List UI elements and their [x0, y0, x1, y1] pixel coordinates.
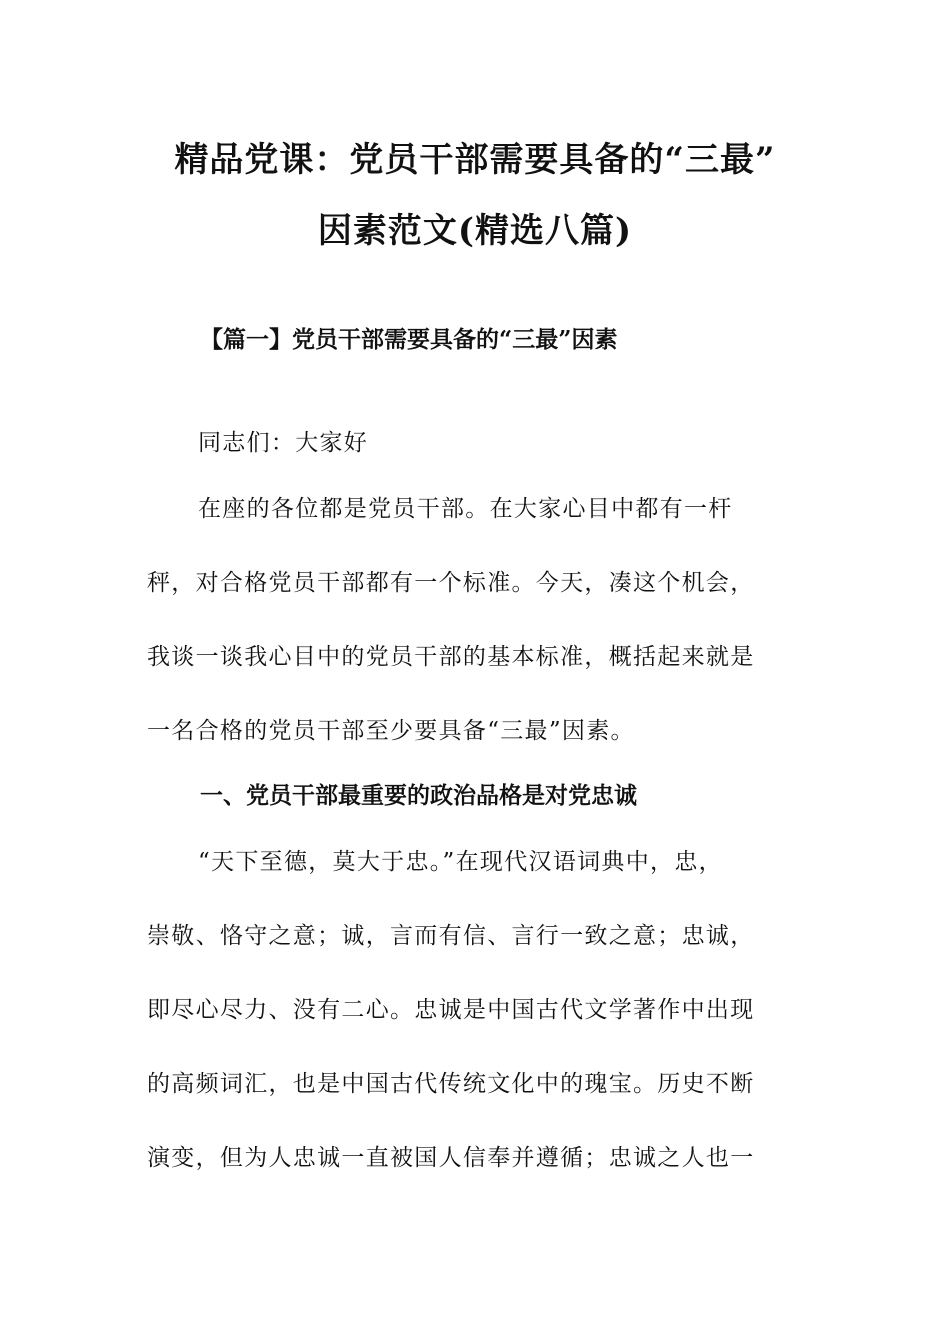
section-heading: 【篇一】党员干部需要具备的“三最”因素 — [200, 326, 618, 353]
greeting-line: 同志们：大家好 — [198, 430, 369, 456]
paragraph-2-line-1: “天下至德，莫大于忠。”在现代汉语词典中，忠， — [198, 849, 723, 875]
document-title-line-2: 因素范文(精选八篇) — [317, 211, 633, 251]
paragraph-1-line-3: 我谈一谈我心目中的党员干部的基本标准，概括起来就是 — [147, 644, 755, 670]
paragraph-1-line-4: 一名合格的党员干部至少要具备“三最”因素。 — [147, 718, 635, 744]
paragraph-2-line-4: 的高频词汇，也是中国古代传统文化中的瑰宝。历史不断 — [147, 1071, 755, 1097]
paragraph-1-line-1: 在座的各位都是党员干部。在大家心目中都有一杆 — [198, 496, 733, 522]
document-title-line-1: 精品党课：党员干部需要具备的“三最” — [174, 140, 776, 180]
paragraph-1-line-2: 秤，对合格党员干部都有一个标准。今天，凑这个机会， — [147, 570, 755, 596]
paragraph-2-line-5: 演变，但为人忠诚一直被国人信奉并遵循；忠诚之人也一 — [147, 1145, 755, 1171]
paragraph-2-line-3: 即尽心尽力、没有二心。忠诚是中国古代文学著作中出现 — [147, 997, 755, 1023]
subheading-1: 一、党员干部最重要的政治品格是对党忠诚 — [200, 782, 637, 809]
paragraph-2-line-2: 崇敬、恪守之意；诚，言而有信、言行一致之意；忠诚， — [147, 923, 755, 949]
